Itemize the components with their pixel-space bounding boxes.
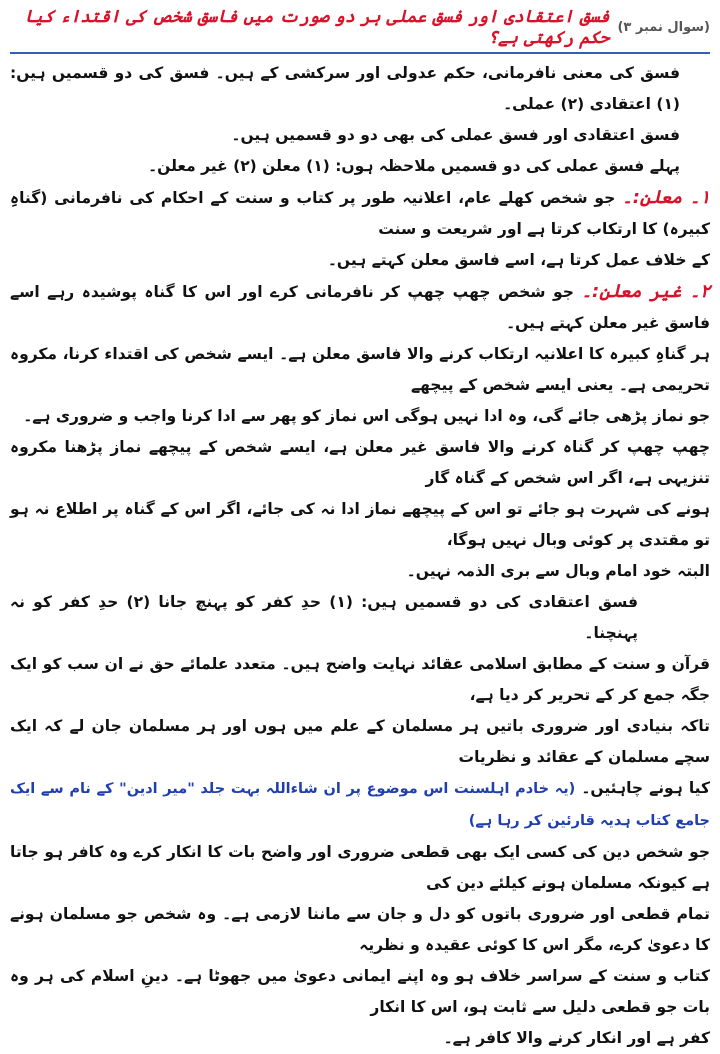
muallin-label: ۱۔ معلن:۔	[622, 187, 710, 208]
text-line: البتہ خود امام وبال سے بری الذمہ نہیں۔	[406, 562, 710, 580]
ghair-muallin-label: ۲۔ غیر معلن:۔	[581, 281, 711, 302]
text-line: چھپ چھپ کر گناہ کرنے والا فاسق غیر معلن ہے، ایسے شخص کے پیچھے نماز پڑھنا مکروہ تنزیہی ہے، اگر اس شخص کے گناہ گار	[10, 438, 710, 487]
question-header	[10, 6, 710, 48]
text-line: ہر گناہِ کبیرہ کا اعلانیہ ارتکاب کرنے والا فاسق معلن ہے۔ ایسے شخص کی اقتداء کرنا، مکروہ تحریمی ہے۔ یعنی ایسے شخص کے پیچھے	[10, 345, 710, 394]
text-line: تمام قطعی اور ضروری باتوں کو دل و جان سے ماننا لازمی ہے۔ وہ شخص جو مسلمان ہونے کا دعویٰ کرے، مگر اس کا کوئی عقیدہ و نظریہ	[10, 905, 710, 954]
text-line: کتاب و سنت کے سراسر خلاف ہو وہ اپنے ایمانی دعویٰ میں جھوٹا ہے۔ دینِ اسلام کی ہر وہ بات جو قطعی دلیل سے ثابت ہو، اس کا انکار	[10, 967, 710, 1016]
ghair-muallin-paragraph: ۲۔ غیر معلن:۔ جو شخص چھپ چھپ کر نافرمانی کرے اور اس کا گناہ پوشیدہ رہے اسے فاسق غیر معلن کہتے ہیں۔	[10, 281, 711, 332]
text-line: فسق کی معنی نافرمانی، حکم عدولی اور سرکشی کے ہیں۔ فسق کی دو قسمیں ہیں: (۱) اعتقادی (۲) عملی۔	[10, 64, 680, 113]
question-number: (سوال نمبر ۳)	[617, 19, 710, 35]
question-title: فسق اعتقادی اور فسق عملی ہر دو صورت میں فاسق شخص کی اقتداء کیا حکم رکھتی ہے؟	[24, 7, 610, 48]
text-line: جو نماز پڑھی جائے گی، وہ ادا نہیں ہوگی اس نماز کو پھر سے ادا کرنا واجب و ضروری ہے۔	[23, 407, 710, 425]
header-divider	[10, 52, 710, 54]
nazariyat-line: کیا ہونے چاہئیں۔ (یہ خادم اہلسنت اس موضوع پر ان شاءاللہ بہت جلد "میر ادین" کے نام سے ایک جامع کتاب ہدیہ قارئین کر رہا ہے)	[10, 779, 710, 829]
text-line: فسق اعتقادی کی دو قسمیں ہیں: (۱) حدِ کفر کو پہنچ جانا (۲) حدِ کفر کو نہ پہنچنا۔	[10, 593, 638, 642]
text-line: فسق اعتقادی اور فسق عملی کی بھی دو دو قسمیں ہیں۔	[231, 126, 680, 144]
author-note: (یہ خادم اہلسنت اس موضوع پر ان شاءاللہ بہت جلد "میر ادین" کے نام سے ایک جامع کتاب ہدیہ قارئین کر رہا ہے)	[10, 781, 710, 829]
text-line: ہونے کی شہرت ہو جائے تو اس کے پیچھے نماز ادا نہ کی جائے، اگر اس کے گناہ پر اطلاع نہ ہو تو مقتدی پر کوئی وبال نہیں ہوگا،	[10, 500, 710, 549]
text-line: تاکہ بنیادی اور ضروری باتیں ہر مسلمان کے علم میں ہوں اور ہر مسلمان جان لے کہ ایک سچے مسلمان کے عقائد و نظریات	[10, 717, 710, 766]
text-line: کفر ہے اور انکار کرنے والا کافر ہے۔	[443, 1029, 710, 1047]
text-line: کے خلاف عمل کرتا ہے، اسے فاسق معلن کہتے ہیں۔	[327, 251, 710, 269]
text-line: جو شخص دین کی کسی ایک بھی قطعی ضروری اور واضح بات کا انکار کرے وہ کافر ہو جاتا ہے کیونکہ مسلمان ہونے کیلئے دین کی	[10, 843, 710, 892]
muallin-paragraph: ۱۔ معلن:۔ جو شخص کھلے عام، اعلانیہ طور پر کتاب و سنت کے احکام کی نافرمانی (گناہِ کبیرہ) کا ارتکاب کرتا ہے اور شریعت و سنت	[10, 187, 710, 238]
text-line: پہلے فسق عملی کی دو قسمیں ملاحظہ ہوں: (۱) معلن (۲) غیر معلن۔	[148, 157, 680, 175]
text-line: قرآن و سنت کے مطابق اسلامی عقائد نہایت واضح ہیں۔ متعدد علمائے حق نے ان سب کو ایک جگہ جمع کر کے تحریر کر دیا ہے،	[10, 655, 710, 704]
